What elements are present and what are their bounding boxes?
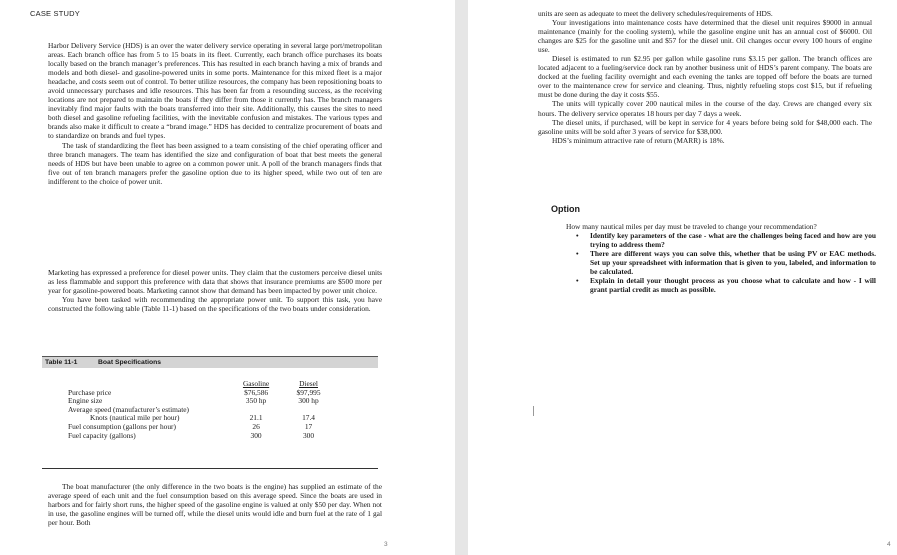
text-cursor	[533, 406, 534, 416]
page-number: 3	[384, 541, 388, 548]
table-row	[68, 432, 338, 441]
cell-gasoline: 350 hp	[245, 396, 267, 406]
boat-specifications-table	[68, 380, 338, 440]
intro-text	[48, 41, 382, 186]
table-number: Table 11-1	[45, 359, 78, 366]
paragraph-5: The boat manufacturer (the only difference in the two boats is the engine) has supplied an estimate of the average speed of each unit and the fuel consumption based on this average speed. Since the boats are used in harbors and for fairly short runs, the higher speed of the gasoline engine is valued at only $50 per day. When not in use, the gasoline engines will be turned off, while the diesel units would idle and burn fuel at the rate of 1 gal per hour. Both	[48, 482, 382, 528]
cell-gasoline: 21.1	[249, 413, 263, 423]
paragraph-2: The task of standardizing the fleet has been assigned to a team consisting of the chief operating officer and three branch managers. The team has identified the size and configuration of boat that best meets the general needs of HDS but have been unable to agree on a common power unit. A poll of the branch managers finds that five out of ten branch managers prefer the gasoline option due to its higher speed, while two out of ten are indifferent to the choice of power unit.	[48, 140, 382, 186]
paragraph-3: Diesel is estimated to run $2.95 per gallon while gasoline runs $3.15 per gallon. The branch offices are located adjacent to a fueling/service dock ran by another business unit of HDS’s parent company. The boats are docked at the fueling facility overnight and each evening the tanks are topped off before the boats are turned over to the maintenance crew for service and cleaning. Thus, nightly refueling stops cost $15, but if refueling must be done during the day it costs $55.	[538, 54, 872, 100]
paragraph-6: HDS’s minimum attractive rate of return (MARR) is 18%.	[552, 135, 725, 145]
cell-gasoline: 26	[252, 421, 260, 431]
requirements-list	[566, 231, 876, 294]
table-caption	[42, 356, 378, 368]
col-gasoline: Gasoline	[242, 379, 270, 388]
paragraph-4: The units will typically cover 200 nautical miles in the course of the day. Crews are changed every six hours. The delivery service operates 18 hours per day 7 days a week.	[538, 99, 872, 118]
list-item: • There are different ways you can solve this, whether that be using PV or EAC methods. Set up your spreadsheet with information that is given to you, labeled, and information to be calculated.	[566, 249, 876, 276]
cell-gasoline: 300	[250, 430, 262, 440]
col-diesel: Diesel	[299, 379, 318, 388]
cell-diesel: 300	[302, 430, 315, 440]
costs-text	[538, 9, 872, 145]
option-question: How many nautical miles per day must be traveled to change your recommendation?	[566, 222, 817, 231]
marketing-text	[48, 268, 382, 313]
list-item: • Explain in detail your thought process as you choose what to calculate and how - I will grant partial credit as much as possible.	[566, 276, 876, 294]
cell-diesel: $97,995	[296, 387, 321, 397]
page-number: 4	[887, 541, 891, 548]
paragraph-4: You have been tasked with recommending the appropriate power unit. To support this task, you have constructed the following table (Table 11-1) based on the specifications of the two boats under consideration.	[48, 295, 382, 314]
paragraph-1: units are seen as adequate to meet the delivery schedules/requirements of HDS.	[538, 9, 773, 18]
row-label: Knots (nautical mile per hour)	[90, 413, 180, 423]
paragraph-2: Your investigations into maintenance costs have determined that the diesel unit requires $9000 in annual maintenance (mainly for the cooling system), while the gasoline engine unit has an annual cost of $6000. Oil changes are $25 for the gasoline unit and $57 for the diesel unit. Oil changes occur every 100 hours of engine use.	[538, 18, 872, 55]
row-label: Purchase price	[68, 387, 112, 397]
cell-diesel: 17	[304, 421, 313, 431]
row-label: Fuel consumption (gallons per hour)	[68, 421, 176, 431]
page-right	[468, 0, 897, 555]
option-heading: Option	[551, 204, 580, 214]
cell-gasoline: $76,586	[244, 387, 269, 397]
row-label: Average speed (manufacturer’s estimate)	[68, 404, 189, 414]
manufacturer-text	[48, 482, 382, 527]
table-bottom-rule	[42, 468, 378, 469]
cell-diesel: 300 hp	[298, 396, 319, 406]
row-label: Engine size	[68, 396, 103, 406]
paragraph-1: Harbor Delivery Service (HDS) is an over the water delivery service operating in several large port/metropolitan areas. Each branch office has from 5 to 15 boats in its fleet. Currently, each branch office purchases its boats locally based on the branch manager’s preferences. This has resulted in each branch having a mix of brands and models and both diesel- and gasoline-powered units in some ports. Maintenance for this mixed fleet is a major headache, and costs seem out of control. To better utilize resources, the company has been repositioning boats to avoid unnecessary purchases and idle resources. This has been far from a resounding success, as the receiving locations are not prepared to maintain the boats if they differ from those it currently has. The branch managers inevitably find major faults with the boats transferred into their site. Additionally, this causes the sites to need both diesel and gasoline refueling facilities, with the inevitable confusion and mistakes. The various types and brands also make it difficult to create a “brand image.” HDS has decided to centralize procurement of boats and to standardize on brands and fuel types.	[48, 41, 382, 141]
table-title: Boat Specifications	[98, 359, 162, 366]
paragraph-3: Marketing has expressed a preference for diesel power units. They claim that the customers perceive diesel units as less flammable and support this preference with data that shows that insurance premiums are $500 more per year for gasoline-powered boats. Marketing cannot show that demand has been impacted by power unit choice.	[48, 268, 382, 296]
list-item: • Identify key parameters of the case - what are the challenges being faced and how are you trying to address them?	[566, 231, 876, 249]
option-section	[566, 222, 876, 294]
running-header: CASE STUDY	[30, 9, 80, 18]
cell-diesel: 17.4	[302, 413, 315, 423]
paragraph-5: The diesel units, if purchased, will be kept in service for 4 years before being sold for $48,000 each. The gasoline units will be sold after 3 years of service for $38,000.	[538, 117, 872, 136]
row-label: Fuel capacity (gallons)	[68, 430, 136, 440]
